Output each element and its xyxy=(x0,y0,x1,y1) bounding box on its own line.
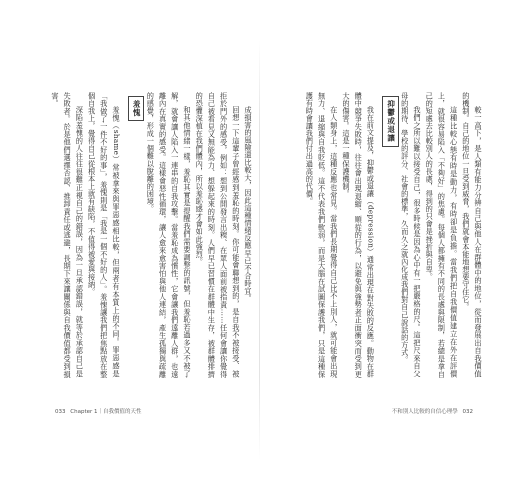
left-page-number: 033 xyxy=(55,409,66,415)
paragraph: 這種比較心態有時是動力，有時卻是負擔。當我們把自我價值建立在外在評價上，就很容易陷入「不夠好」的焦慮。每個人都擁有不同的長處與限制，若總是拿自己的短處去比較別人的長處，得到的只會是挫折與自卑。 xyxy=(425,92,459,378)
right-page xyxy=(260,0,520,500)
paragraph: 成損害的風險還比較大，因此這種情緒反應早已不合時宜。 xyxy=(244,106,253,303)
right-running-head: 不和別人比較的自信心理學 xyxy=(391,409,458,415)
left-page-body xyxy=(44,92,254,378)
section-heading-shame: 羞愧 xyxy=(128,96,144,121)
right-page-number: 032 xyxy=(462,409,473,415)
paragraph: 回想一下這輩子曾經感到羞恥的時刻。你可能會聯想到的，是自我不被接受、被拒於門外的感受，例如：想到公開發言出糗、在眾人面前被指責……任何會讓你覺得自己被看見又無能為力、想躲起來的時刻。人們早已習慣在群體中生存，被群體排擠的恐懼深植在我們體內，所以羞恥感才會如此強烈。 xyxy=(195,92,241,378)
paragraph: 在人類身上，這種反應也常見。當我們長期覺得自己比不上別人，就可能會出現無力、退縮與自我貶低。這不代表我們軟弱，而是大腦在試圖保護我們，只是這種保護有時會讓我們付出過高的代價。 xyxy=(305,92,339,378)
paragraph: 和其他情緒一樣，羞恥其實是提醒我們需要調整的訊號，但羞恥若過多又不被了解，就會讓人陷入一連串的自我攻擊。當羞恥成為慣性，它會讓我們遠離人群，也遠離內在真實的感受。這樣會惡性循環，讓人愈來愈害怕與他人連結，產生孤獨與疏離的感覺，形成一個難以脫離的困境。 xyxy=(146,92,192,378)
paragraph: 我們之所以難以接受自己，很多時候是因為心中有一把嚴格的尺。這把尺來自父母的期待、學校的評分、社會的標準，久而久之就內化成我們對自己說話的方式。 xyxy=(400,92,422,378)
paragraph: 我在前文提及，抑鬱或退讓（depression）通常出現在對失敗的反應。動物在群體中競爭失敗時，往往會出現退縮、順從的行為，以避免與強勢者正面衝突而受到更大的傷害。這是一種保護機制。 xyxy=(341,92,376,378)
section-heading-wrap xyxy=(122,96,144,374)
section-heading-depression: 抑鬱或退讓 xyxy=(382,96,398,147)
left-running-head: Chapter 1｜自我價值的天性 xyxy=(70,409,142,415)
section-heading-wrap xyxy=(376,96,398,374)
right-page-body xyxy=(268,92,484,378)
paragraph: 深陷羞愧的人往往很難正視自己的錯誤，因為一旦承認錯誤，就等於承認自己是失敗者。於是他們選擇否認、推卸責任或逃避，長期下來讓關係與自我價值都受到損害。 xyxy=(50,92,85,378)
paragraph: 較一高下，是人類有能力分辨自己與他人在群體中的地位，從而發展出自我價值的機制。自己的地位一旦受到威脅，我們就會本能地想要守住它。 xyxy=(461,92,483,378)
paragraph: 羞愧（shame）常被拿來與罪惡感相比較，但兩者有本質上的不同。罪惡感是「我做了一件不好的事」，羞愧則是「我是一個不好的人」。羞愧讓我們把焦點放在整個自我上，覺得自己從根本上就有缺陷，不值得被愛與接納。 xyxy=(87,92,121,378)
right-footer xyxy=(392,407,476,415)
left-footer xyxy=(52,407,142,415)
